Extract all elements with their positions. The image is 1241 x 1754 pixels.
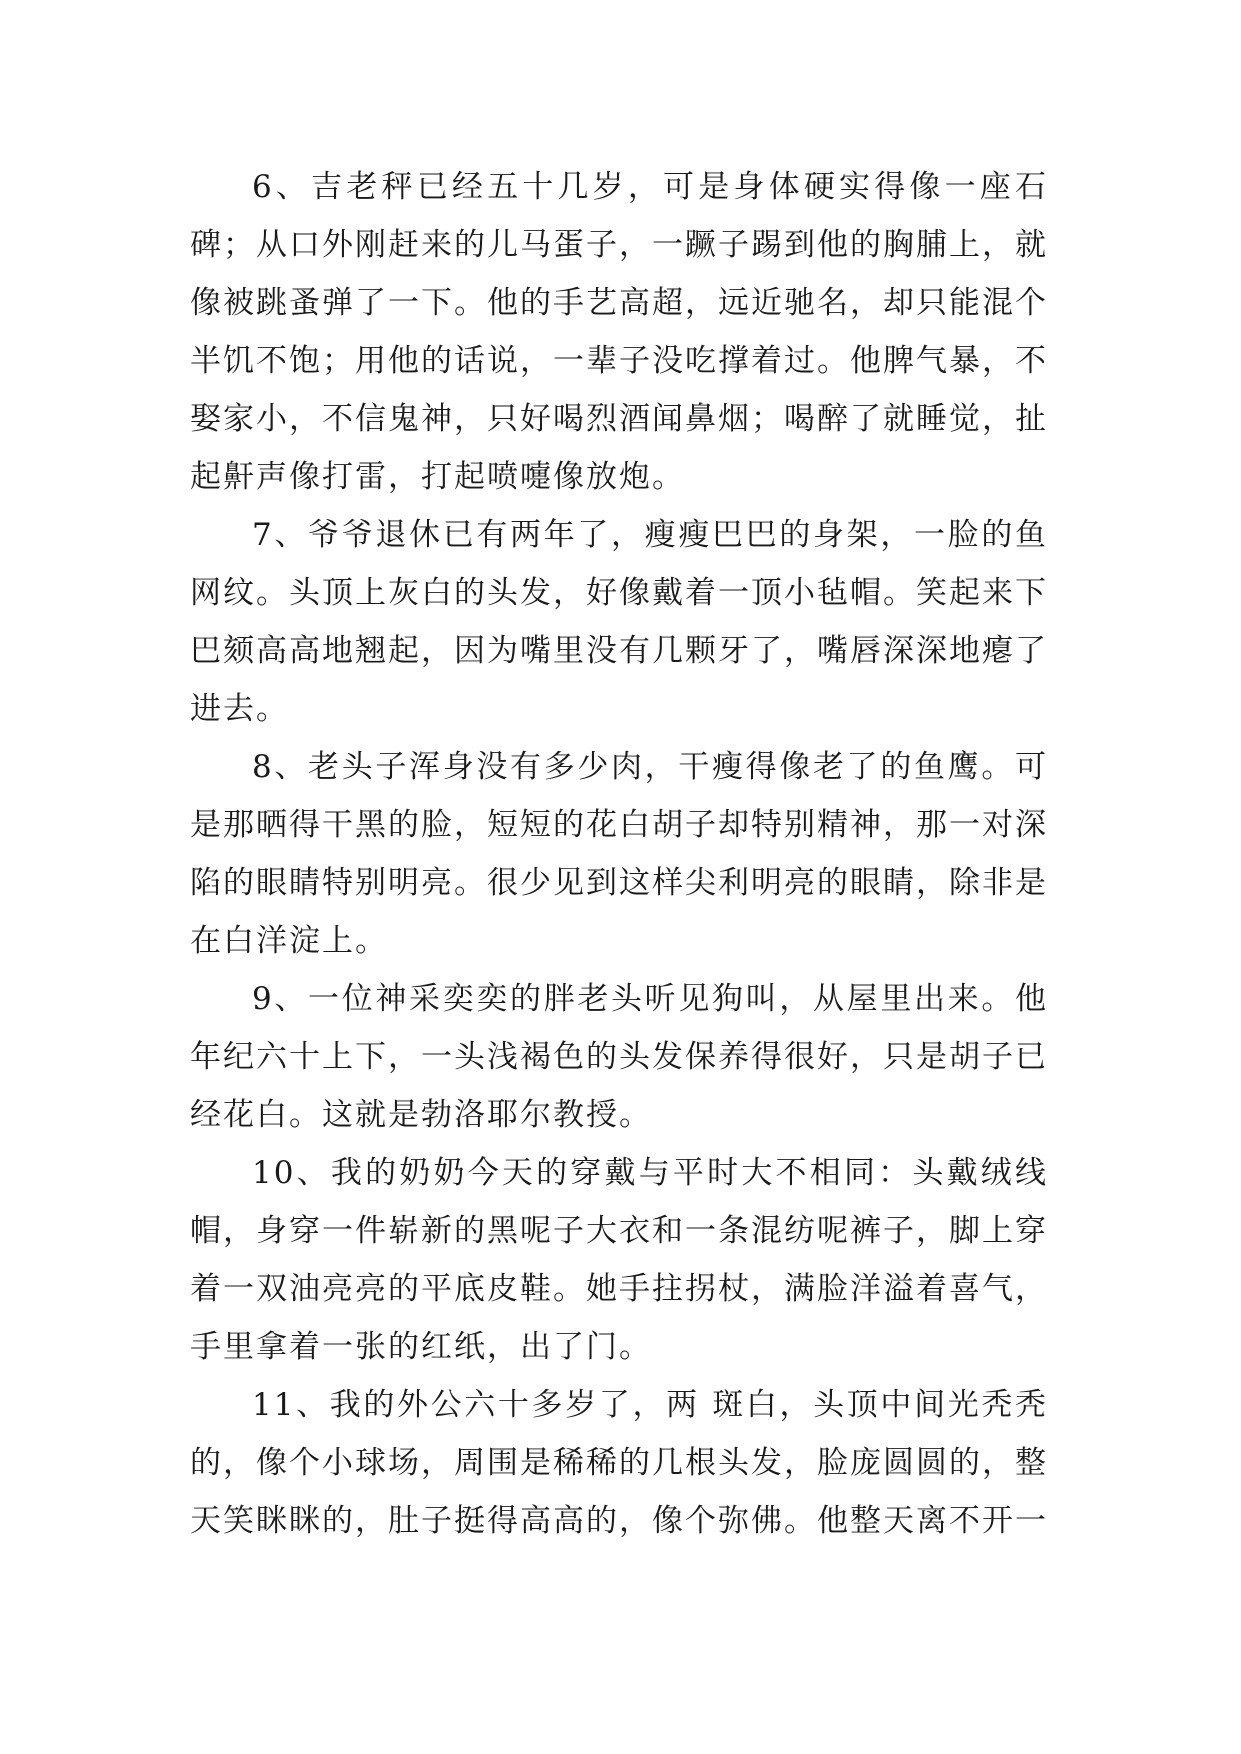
paragraph-9: 9、一位神采奕奕的胖老头听见狗叫，从屋里出来。他年纪六十上下，一头浅褐色的头发保养得很好，只是胡子已经花白。这就是勃洛耶尔教授。 bbox=[190, 981, 1048, 1133]
paragraph-7: 7、爷爷退休已有两年了，瘦瘦巴巴的身架，一脸的鱼网纹。头顶上灰白的头发，好像戴着一顶小毡帽。笑起来下巴颏高高地翘起，因为嘴里没有几颗牙了，嘴唇深深地瘪了进去。 bbox=[190, 517, 1048, 727]
paragraph-11: 11、我的外公六十多岁了，两 斑白，头顶中间光秃秃的，像个小球场，周围是稀稀的几根头发，脸庞圆圆的，整天笑眯眯的，肚子挺得高高的，像个弥佛。他整天离不开一 bbox=[190, 1387, 1048, 1539]
paragraph-6: 6、吉老秤已经五十几岁，可是身体硬实得像一座石碑；从口外刚赶来的儿马蛋子，一蹶子踢到他的胸脯上，就像被跳蚤弹了一下。他的手艺高超，远近驰名，却只能混个半饥不饱；用他的话说，一辈子没吃撑着过。他脾气暴，不娶家小，不信鬼神，只好喝烈酒闻鼻烟；喝醉了就睡觉，扯起鼾声像打雷，打起喷嚏像放炮。 bbox=[190, 169, 1048, 495]
document-body bbox=[190, 158, 1048, 1550]
paragraph-8: 8、老头子浑身没有多少肉，干瘦得像老了的鱼鹰。可是那晒得干黑的脸，短短的花白胡子却特别精神，那一对深陷的眼睛特别明亮。很少见到这样尖利明亮的眼睛，除非是在白洋淀上。 bbox=[190, 749, 1048, 959]
paragraph-10: 10、我的奶奶今天的穿戴与平时大不相同：头戴绒线帽，身穿一件崭新的黑呢子大衣和一条混纺呢裤子，脚上穿着一双油亮亮的平底皮鞋。她手拄拐杖，满脸洋溢着喜气，手里拿着一张的红纸，出了门。 bbox=[190, 1155, 1048, 1365]
